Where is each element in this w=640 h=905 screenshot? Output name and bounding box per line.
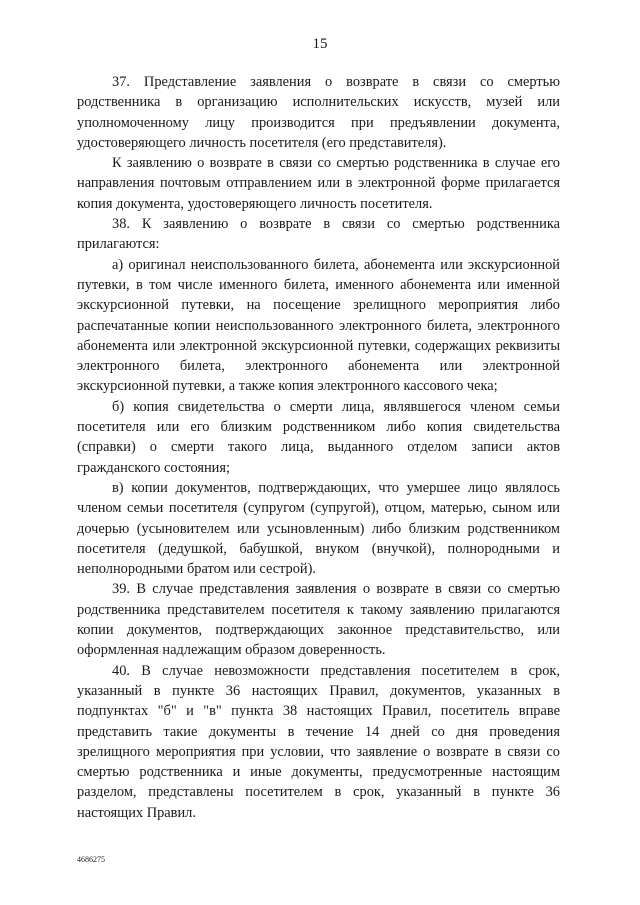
paragraph-38-item-b: б) копия свидетельства о смерти лица, являвшегося членом семьи посетителя или его близким родственником либо копия свидетельства (справки) о смерти такого лица, выданного отделом записи актов гражданского состояния;	[77, 398, 560, 476]
paragraph-38: 38. К заявлению о возврате в связи со смертью родственника прилагаются:	[77, 216, 560, 253]
paragraph-37: 37. Представление заявления о возврате в связи со смертью родственника в организацию исполнительских искусств, музей или уполномоченному лицу производится при предъявлении документа, удостоверяющего личность посетителя (его представителя).	[77, 74, 560, 151]
document-body	[77, 72, 560, 823]
page-number: 15	[312, 36, 328, 52]
paragraph-40: 40. В случае невозможности представления посетителем в срок, указанный в пункте 36 настоящих Правил, документов, указанных в подпунктах "б" и "в" пункта 38 настоящих Правил, посетитель вправе представить такие документы в течение 14 дней со дня проведения зрелищного мероприятия при условии, что заявление о возврате в связи со смертью родственника и иные документы, предусмотренные настоящим разделом, представлены посетителем в срок, указанный в пункте 36 настоящих Правил.	[77, 662, 560, 821]
paragraph-38-item-a: а) оригинал неиспользованного билета, абонемента или экскурсионной путевки, в том числе именного билета, именного абонемента или именной экскурсионной путевки, на посещение зрелищного мероприятия либо распечатанные копии неиспользованного электронного билета, электронного абонемента или электронной экскурсионной путевки, содержащих реквизиты электронного билета, электронного абонемента или электронной экскурсионной путевки, а также копия электронного кассового чека;	[77, 256, 560, 395]
paragraph-38-item-v: в) копии документов, подтверждающих, что умершее лицо являлось членом семьи посетителя (супругом (супругой), отцом, матерью, сыном или дочерью (усыновителем или усыновленным) либо близким родственником посетителя (дедушкой, бабушкой, внуком (внучкой), полнородными и неполнородными братом или сестрой).	[77, 479, 560, 578]
paragraph-37-attachment: К заявлению о возврате в связи со смертью родственника в случае его направления почтовым отправлением или в электронной форме прилагается копия документа, удостоверяющего личность посетителя.	[77, 155, 560, 212]
paragraph-39: 39. В случае представления заявления о возврате в связи со смертью родственника представителем посетителя к такому заявлению прилагаются копии документов, подтверждающих законное представительство, или оформленная надлежащим образом доверенность.	[77, 581, 560, 659]
document-code: 4686275	[77, 855, 105, 864]
